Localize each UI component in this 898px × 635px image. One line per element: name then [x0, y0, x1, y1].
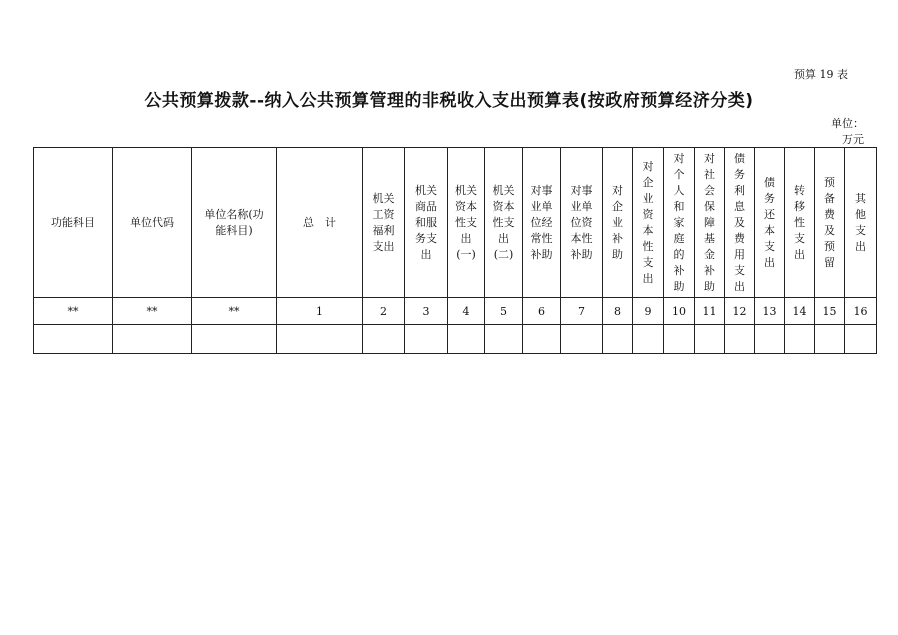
- table-cell: [755, 325, 785, 354]
- table-cell: 12: [725, 298, 755, 325]
- table-cell: 6: [523, 298, 561, 325]
- table-cell: [603, 325, 633, 354]
- header-cell: 债务还本支出: [755, 148, 785, 298]
- table-cell: [815, 325, 845, 354]
- table-cell: 7: [561, 298, 603, 325]
- table-cell: 10: [664, 298, 695, 325]
- page-title: 公共预算拨款--纳入公共预算管理的非税收入支出预算表(按政府预算经济分类): [144, 91, 754, 111]
- table-cell: [725, 325, 755, 354]
- header-cell: 总 计: [277, 148, 363, 298]
- header-row: [34, 148, 877, 298]
- table-cell: 2: [363, 298, 405, 325]
- header-cell: 单位代码: [113, 148, 192, 298]
- table-cell: **: [113, 298, 192, 325]
- table-cell: [785, 325, 815, 354]
- table-cell: 13: [755, 298, 785, 325]
- table-cell: **: [34, 298, 113, 325]
- header-cell: 其他支出: [845, 148, 877, 298]
- budget-table: [33, 147, 877, 354]
- table-number-tag: 预算 19 表: [794, 68, 848, 81]
- header-cell: 对企业资本性支出: [633, 148, 664, 298]
- column-number-row: [34, 298, 877, 325]
- header-cell: 对个人和家庭的补助: [664, 148, 695, 298]
- table-cell: [405, 325, 448, 354]
- table-cell: 1: [277, 298, 363, 325]
- header-cell: 机关资本性支出(一): [448, 148, 485, 298]
- header-cell: 转移性支出: [785, 148, 815, 298]
- table-cell: **: [192, 298, 277, 325]
- table-cell: [561, 325, 603, 354]
- table-cell: [485, 325, 523, 354]
- table-cell: 11: [695, 298, 725, 325]
- table-cell: 5: [485, 298, 523, 325]
- header-cell: 单位名称(功能科目): [192, 148, 277, 298]
- header-cell: 机关工资福利支出: [363, 148, 405, 298]
- table-cell: [363, 325, 405, 354]
- unit-label: 单位：万元: [831, 117, 864, 146]
- header-cell: 债务利息及费用支出: [725, 148, 755, 298]
- table-cell: [277, 325, 363, 354]
- table-cell: [664, 325, 695, 354]
- table-cell: 4: [448, 298, 485, 325]
- header-cell: 对社会保障基金补助: [695, 148, 725, 298]
- header-cell: 对企业补助: [603, 148, 633, 298]
- header-cell: 对事业单位资本性补助: [561, 148, 603, 298]
- table-cell: [523, 325, 561, 354]
- table-cell: [192, 325, 277, 354]
- table-cell: 15: [815, 298, 845, 325]
- header-cell: 预备费及预留: [815, 148, 845, 298]
- table-cell: [695, 325, 725, 354]
- table-cell: 9: [633, 298, 664, 325]
- table-cell: 3: [405, 298, 448, 325]
- table-cell: 8: [603, 298, 633, 325]
- table-cell: 14: [785, 298, 815, 325]
- table-cell: [633, 325, 664, 354]
- table-cell: [845, 325, 877, 354]
- table-cell: 16: [845, 298, 877, 325]
- header-cell: 对事业单位经常性补助: [523, 148, 561, 298]
- table-row: [34, 325, 877, 354]
- table-cell: [34, 325, 113, 354]
- header-cell: 机关商品和服务支出: [405, 148, 448, 298]
- table-cell: [448, 325, 485, 354]
- table-cell: [113, 325, 192, 354]
- header-cell: 机关资本性支出(二): [485, 148, 523, 298]
- header-cell: 功能科目: [34, 148, 113, 298]
